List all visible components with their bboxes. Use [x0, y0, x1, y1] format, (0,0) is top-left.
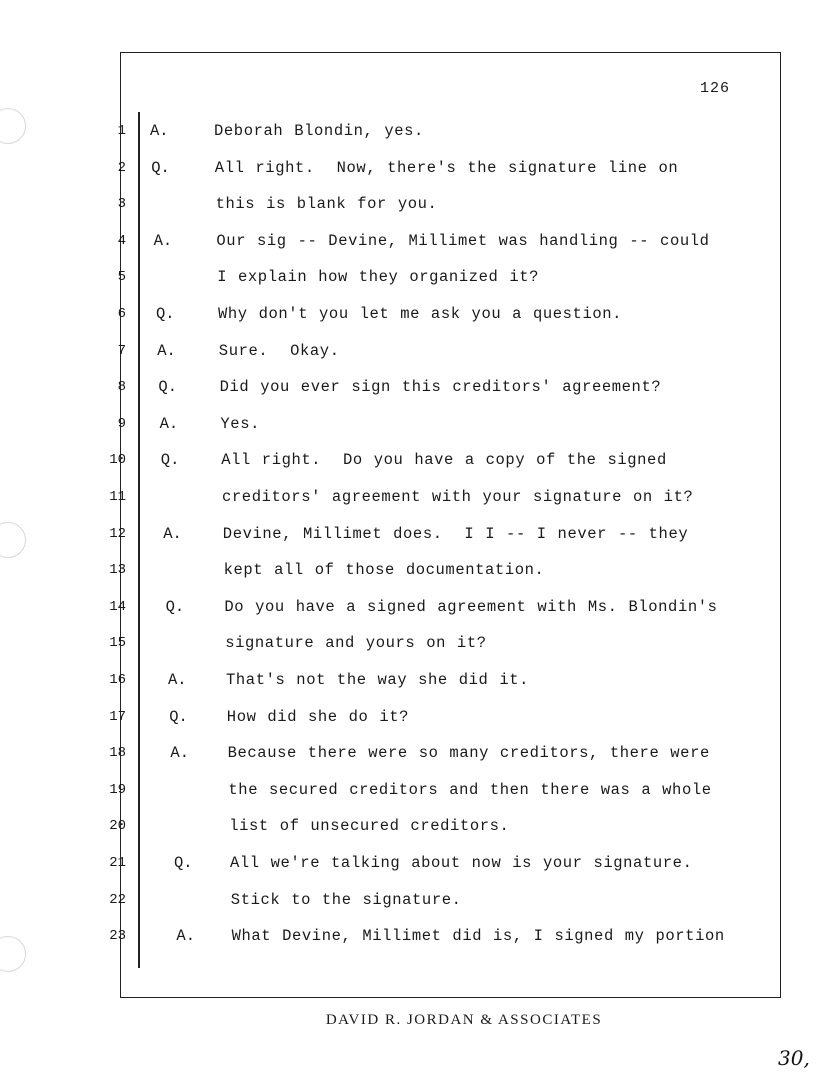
line-text: list of unsecured creditors.: [229, 817, 510, 836]
line-text: How did she do it?: [226, 707, 410, 726]
line-number: 4: [117, 232, 126, 249]
line-number: 7: [117, 342, 126, 359]
transcript-line: [0, 413, 834, 435]
line-number: 12: [109, 525, 126, 542]
handwritten-page-mark: 30,: [778, 1046, 810, 1070]
line-text: Deborah Blondin, yes.: [214, 122, 424, 140]
line-number: 2: [117, 159, 126, 176]
transcript-line: [0, 889, 834, 911]
transcript-line: [0, 449, 834, 471]
transcript-line: [0, 669, 834, 691]
transcript-line: [0, 120, 834, 142]
line-number: 23: [109, 928, 126, 945]
speaker-label: Q.: [169, 707, 188, 726]
transcript-line: [0, 376, 834, 398]
line-number: 19: [109, 781, 126, 798]
line-text: That's not the way she did it.: [226, 671, 530, 689]
line-number: 10: [109, 452, 126, 469]
line-text: kept all of those documentation.: [223, 561, 545, 580]
transcript-line: [0, 193, 834, 215]
line-text: the secured creditors and then there was a whole: [228, 780, 712, 799]
line-number: 21: [109, 855, 126, 871]
line-number: 22: [109, 891, 126, 908]
transcript-line: [0, 523, 834, 545]
speaker-label: A.: [170, 744, 189, 763]
speaker-label: Q.: [165, 597, 185, 616]
line-number: 3: [117, 196, 126, 213]
line-text: Why don't you let me ask you a question.: [218, 305, 623, 323]
line-number: 9: [117, 415, 126, 432]
transcript-line: [0, 230, 834, 252]
line-text: Devine, Millimet does. I I -- I never -- they: [222, 524, 689, 543]
line-text: creditors' agreement with your signature on it?: [222, 488, 694, 506]
transcript-line: [0, 779, 834, 801]
transcript-line: [0, 852, 834, 874]
line-text: Yes.: [220, 414, 260, 433]
speaker-label: A.: [153, 231, 173, 250]
transcript-line: [0, 303, 834, 325]
line-text: I explain how they organized it?: [217, 268, 540, 287]
line-text: What Devine, Millimet did is, I signed my portion: [231, 927, 725, 946]
transcript-line: [0, 596, 834, 618]
line-number: 8: [117, 379, 126, 396]
line-text: All right. Now, there's the signature line on: [214, 158, 679, 177]
transcript-line: [0, 340, 834, 362]
transcript-line: [0, 266, 834, 288]
line-number: 13: [109, 562, 126, 579]
line-number: 1: [117, 123, 126, 139]
transcript-line: [0, 559, 834, 581]
speaker-label: Q.: [158, 378, 177, 397]
line-text: signature and yours on it?: [225, 634, 487, 653]
speaker-label: Q.: [174, 854, 193, 872]
speaker-label: Q.: [160, 451, 180, 470]
speaker-label: Q.: [156, 305, 175, 323]
line-number: 5: [117, 269, 126, 286]
speaker-label: Q.: [151, 158, 170, 177]
transcript-line: [0, 706, 834, 728]
line-text: Our sig -- Devine, Millimet was handling -- could: [216, 231, 710, 250]
line-number: 15: [109, 635, 126, 652]
speaker-label: A.: [163, 524, 182, 543]
speaker-label: A.: [150, 122, 169, 140]
line-number: 14: [109, 598, 126, 615]
line-text: Do you have a signed agreement with Ms. Blondin's: [224, 597, 718, 616]
reporter-footer: DAVID R. JORDAN & ASSOCIATES: [325, 1012, 603, 1028]
line-text: Because there were so many creditors, there were: [227, 744, 710, 763]
transcript-line: [0, 157, 834, 179]
line-number: 17: [109, 708, 126, 725]
speaker-label: A.: [168, 671, 187, 689]
transcript-line: [0, 815, 834, 837]
line-text: Did you ever sign this creditors' agreement?: [219, 378, 662, 397]
transcript-line: [0, 925, 834, 947]
line-text: Sure. Okay.: [218, 341, 340, 360]
line-number: 20: [109, 818, 126, 835]
line-text: this is blank for you.: [215, 195, 438, 214]
line-number: 6: [117, 306, 126, 322]
speaker-label: A.: [159, 414, 179, 433]
line-text: Stick to the signature.: [230, 890, 462, 909]
line-text: All we're talking about now is your signature.: [230, 854, 693, 872]
transcript-line: [0, 742, 834, 764]
speaker-label: A.: [157, 341, 176, 360]
line-text: All right. Do you have a copy of the signed: [221, 451, 667, 470]
line-number: 11: [109, 489, 126, 505]
transcript-line: [0, 486, 834, 508]
page-number: 126: [700, 80, 731, 97]
transcript-line: [0, 632, 834, 654]
line-number: 16: [109, 672, 126, 688]
speaker-label: A.: [176, 927, 195, 946]
line-number: 18: [109, 745, 126, 762]
